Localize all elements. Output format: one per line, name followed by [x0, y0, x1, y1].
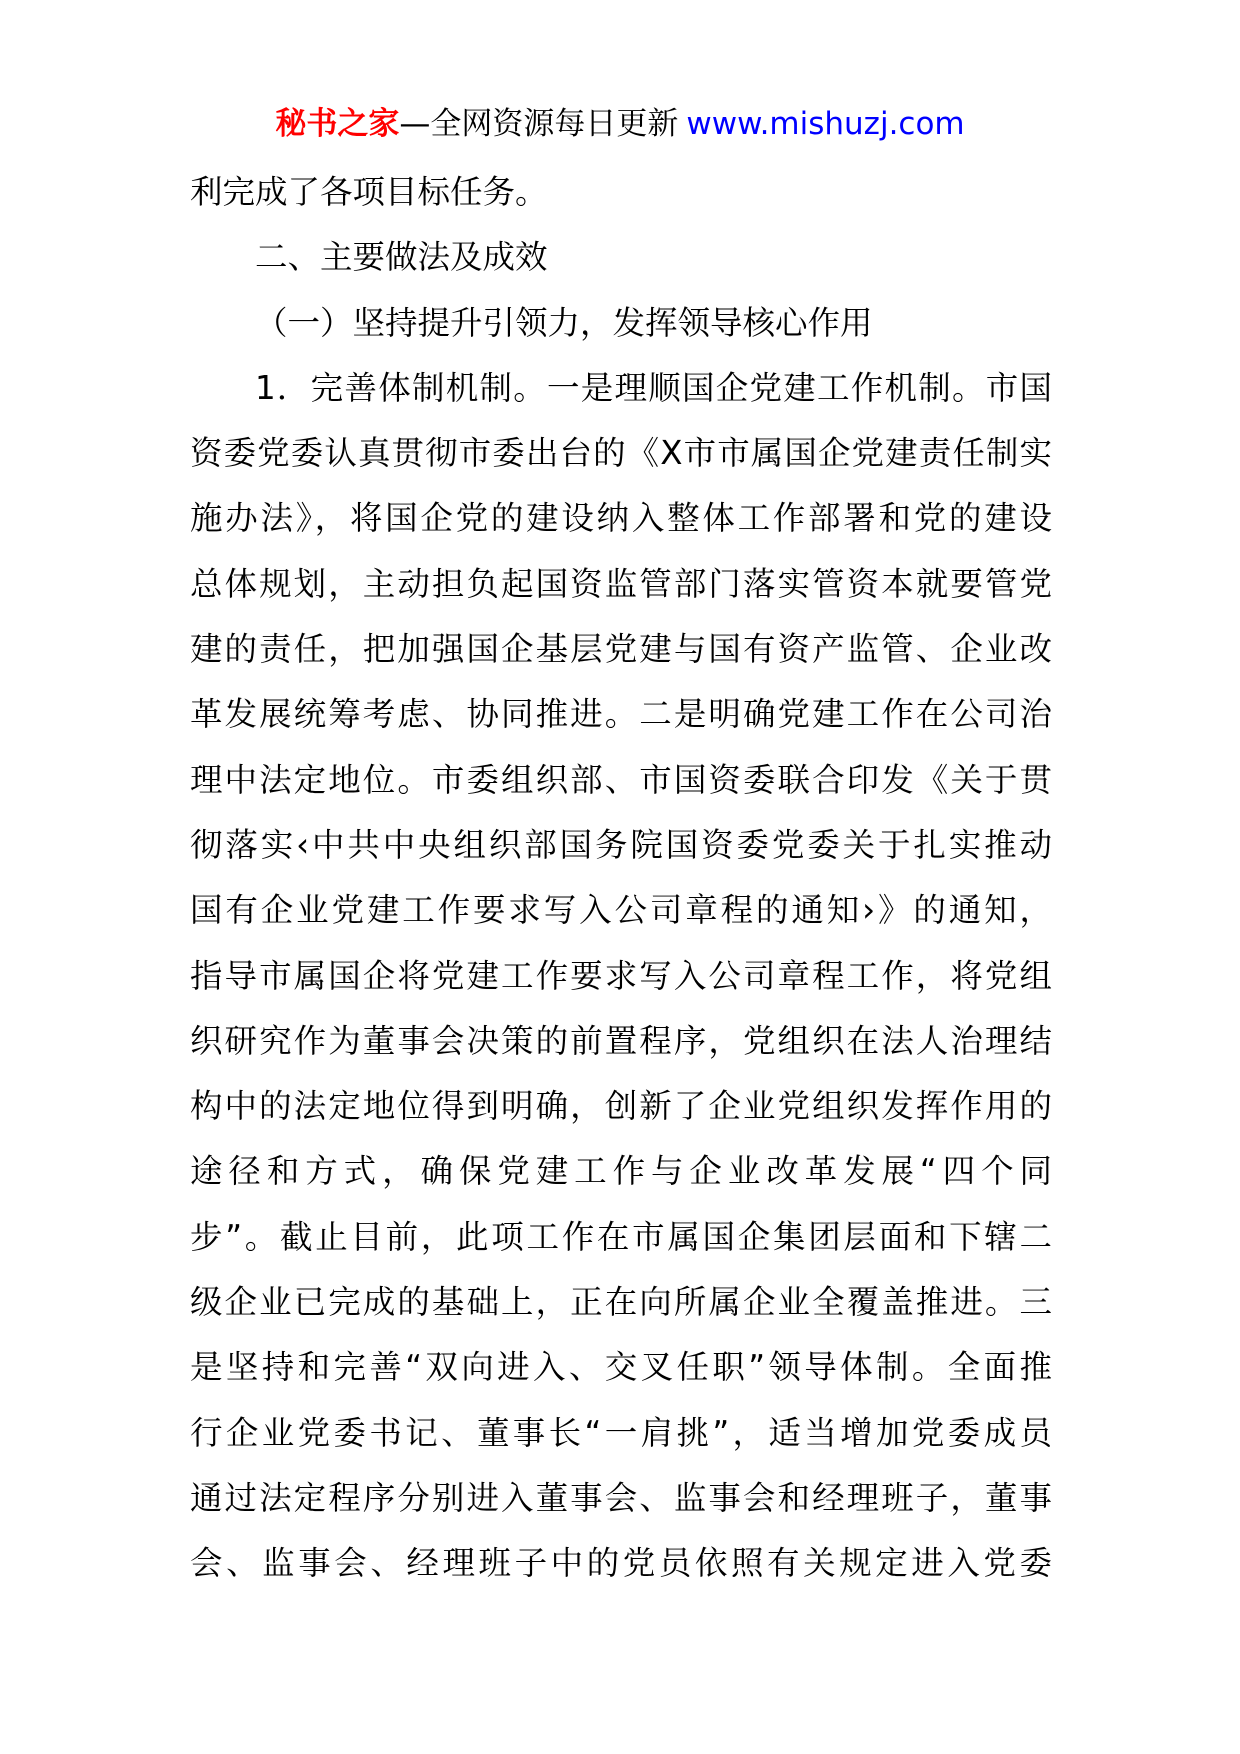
text-line: 利完成了各项目标任务。 — [190, 173, 548, 211]
watermark-header — [0, 102, 1240, 146]
text-line: 理中法定地位。市委组织部、市国资委联合印发《关于贯 — [190, 760, 1052, 799]
text-line: 织研究作为董事会决策的前置程序，党组织在法人治理结 — [190, 1021, 1052, 1060]
text-line: 通过法定程序分别进入董事会、监事会和经理班子，董事 — [190, 1478, 1052, 1517]
text-line: 建的责任，把加强国企基层党建与国有资产监管、企业改 — [190, 630, 1052, 669]
text-line: 革发展统筹考虑、协同推进。二是明确党建工作在公司治 — [190, 695, 1052, 734]
header-brand: 秘书之家 — [275, 106, 400, 142]
text-line: 行企业党委书记、董事长“一肩挑”，适当增加党委成员 — [190, 1413, 1052, 1452]
text-line: 国有企业党建工作要求写入公司章程的通知›》的通知， — [190, 891, 1052, 930]
text-line: 构中的法定地位得到明确，创新了企业党组织发挥作用的 — [190, 1087, 1052, 1126]
text-line: 总体规划，主动担负起国资监管部门落实管资本就要管党 — [190, 564, 1052, 603]
text-line: 指导市属国企将党建工作要求写入公司章程工作，将党组 — [190, 956, 1052, 995]
text-line: 1．完善体制机制。一是理顺国企党建工作机制。市国 — [255, 368, 1052, 407]
header-slogan: —全网资源每日更新 — [399, 106, 679, 142]
document-body — [190, 160, 1052, 1597]
text-line: 级企业已完成的基础上，正在向所属企业全覆盖推进。三 — [190, 1283, 1052, 1322]
text-line: 彻落实‹中共中央组织部国务院国资委党委关于扎实推动 — [190, 825, 1052, 864]
section-heading: 二、主要做法及成效 — [255, 238, 548, 277]
text-line: 步”。截止目前，此项工作在市属国企集团层面和下辖二 — [190, 1217, 1052, 1256]
text-line: 是坚持和完善“双向进入、交叉任职”领导体制。全面推 — [190, 1348, 1052, 1387]
text-line: 资委党委认真贯彻市委出台的《X市市属国企党建责任制实 — [190, 434, 1052, 473]
text-line: 会、监事会、经理班子中的党员依照有关规定进入党委 — [190, 1544, 1052, 1583]
subsection-heading: （一）坚持提升引领力，发挥领导核心作用 — [255, 303, 873, 342]
text-line: 途径和方式，确保党建工作与企业改革发展“四个同 — [190, 1152, 1052, 1191]
text-line: 施办法》，将国企党的建设纳入整体工作部署和党的建设 — [190, 499, 1052, 538]
header-site-link[interactable]: www.mishuzj.com — [686, 106, 965, 142]
